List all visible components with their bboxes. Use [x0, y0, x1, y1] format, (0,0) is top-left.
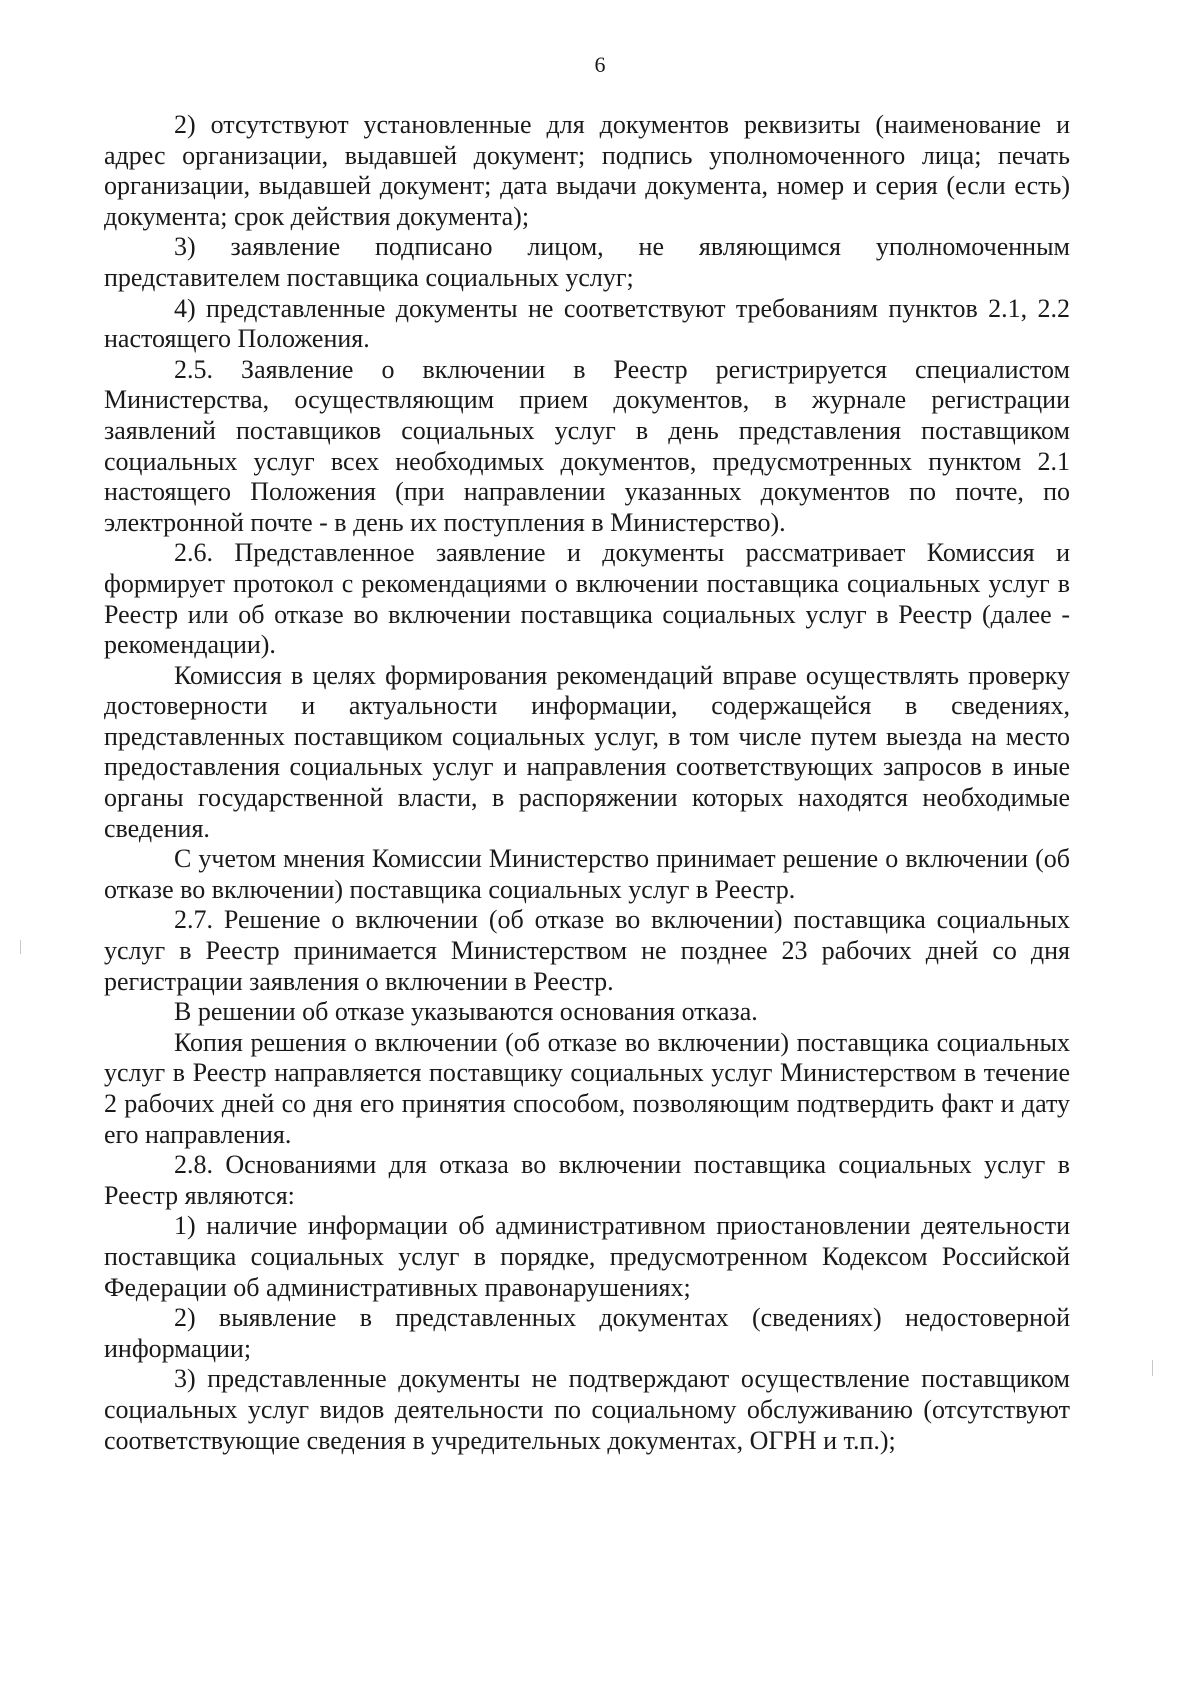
paragraph: Комиссия в целях формирования рекомендаций вправе осуществлять проверку достоверности и актуальности информации, содержащейся в сведениях, представленных поставщиком социальных услуг, в том числе путем выезда на место предоставления социальных услуг и направления соответствующих запросов в иные органы государственной власти, в распоряжении которых находятся необходимые сведения. — [104, 660, 1070, 843]
paragraph: 2.6. Представленное заявление и документы рассматривает Комиссия и формирует протокол с рекомендациями о включении поставщика социальных услуг в Реестр или об отказе во включении поставщика социальных услуг в Реестр (далее - рекомендации). — [104, 538, 1070, 660]
document-body — [104, 110, 1070, 1456]
paragraph: 2) выявление в представленных документах (сведениях) недостоверной информации; — [104, 1303, 1070, 1363]
scan-margin-mark — [20, 940, 21, 954]
paragraph: 2.8. Основаниями для отказа во включении поставщика социальных услуг в Реестр являются: — [104, 1150, 1070, 1210]
scan-margin-mark — [1152, 1360, 1153, 1376]
paragraph: 1) наличие информации об административном приостановлении деятельности поставщика социальных услуг в порядке, предусмотренном Кодексом Российской Федерации об административных правонарушениях; — [104, 1211, 1070, 1302]
paragraph: 3) заявление подписано лицом, не являющимся уполномоченным представителем поставщика социальных услуг; — [104, 232, 1070, 292]
paragraph: 2) отсутствуют установленные для документов реквизиты (наименование и адрес организации, выдавшей документ; подпись уполномоченного лица; печать организации, выдавшей документ; дата выдачи документа, номер и серия (если есть) документа; срок действия документа); — [104, 110, 1070, 231]
paragraph: 3) представленные документы не подтверждают осуществление поставщиком социальных услуг видов деятельности по социальному обслуживанию (отсутствуют соответствующие сведения в учредительных документах, ОГРН и т.п.); — [104, 1364, 1070, 1455]
paragraph: 4) представленные документы не соответствуют требованиям пунктов 2.1, 2.2 настоящего Положения. — [104, 293, 1070, 354]
paragraph: С учетом мнения Комиссии Министерство принимает решение о включении (об отказе во включении) поставщика социальных услуг в Реестр. — [104, 844, 1070, 904]
paragraph: 2.7. Решение о включении (об отказе во включении) поставщика социальных услуг в Реестр принимается Министерством не позднее 23 рабочих дней со дня регистрации заявления о включении в Реестр. — [104, 905, 1070, 996]
paragraph: Копия решения о включении (об отказе во включении) поставщика социальных услуг в Реестр направляется поставщику социальных услуг Министерством в течение 2 рабочих дней со дня его принятия способом, позволяющим подтвердить факт и дату его направления. — [104, 1027, 1070, 1149]
page-number: 6 — [594, 52, 606, 77]
paragraph: В решении об отказе указываются основания отказа. — [174, 997, 758, 1027]
paragraph: 2.5. Заявление о включении в Реестр регистрируется специалистом Министерства, осуществляющим прием документов, в журнале регистрации заявлений поставщиков социальных услуг в день представления поставщиком социальных услуг всех необходимых документов, предусмотренных пунктом 2.1 настоящего Положения (при направлении указанных документов по почте, по электронной почте - в день их поступления в Министерство). — [104, 354, 1070, 537]
